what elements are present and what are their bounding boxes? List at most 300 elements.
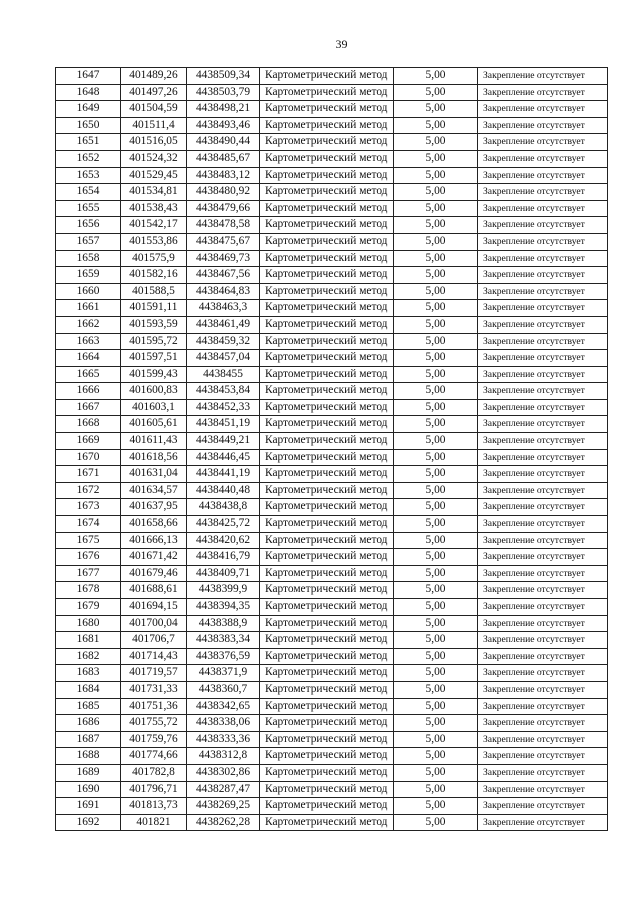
method-cell: Картометрический метод [260,200,394,217]
coordinates-table [55,67,608,831]
precision-cell: 5,00 [394,764,478,781]
precision-cell: 5,00 [394,101,478,118]
precision-cell: 5,00 [394,565,478,582]
precision-cell: 5,00 [394,731,478,748]
y-coordinate-cell: 4438479,66 [187,200,260,217]
y-coordinate-cell: 4438360,7 [187,681,260,698]
y-coordinate-cell: 4438490,44 [187,134,260,151]
point-number-cell: 1676 [56,549,121,566]
x-coordinate-cell: 401700,04 [121,615,187,632]
table-row [56,383,608,400]
x-coordinate-cell: 401634,57 [121,482,187,499]
point-number-cell: 1648 [56,84,121,101]
method-cell: Картометрический метод [260,167,394,184]
fixation-cell: Закрепление отсутствует [478,698,608,715]
precision-cell: 5,00 [394,499,478,516]
table-row [56,482,608,499]
method-cell: Картометрический метод [260,449,394,466]
precision-cell: 5,00 [394,167,478,184]
fixation-cell: Закрепление отсутствует [478,383,608,400]
x-coordinate-cell: 401813,73 [121,798,187,815]
precision-cell: 5,00 [394,350,478,367]
y-coordinate-cell: 4438376,59 [187,648,260,665]
method-cell: Картометрический метод [260,764,394,781]
point-number-cell: 1679 [56,599,121,616]
fixation-cell: Закрепление отсутствует [478,283,608,300]
y-coordinate-cell: 4438312,8 [187,748,260,765]
method-cell: Картометрический метод [260,283,394,300]
method-cell: Картометрический метод [260,267,394,284]
method-cell: Картометрический метод [260,565,394,582]
y-coordinate-cell: 4438485,67 [187,150,260,167]
x-coordinate-cell: 401538,43 [121,200,187,217]
table-row [56,632,608,649]
x-coordinate-cell: 401497,26 [121,84,187,101]
table-row [56,814,608,831]
method-cell: Картометрический метод [260,350,394,367]
table-row [56,731,608,748]
precision-cell: 5,00 [394,698,478,715]
method-cell: Картометрический метод [260,466,394,483]
point-number-cell: 1684 [56,681,121,698]
point-number-cell: 1668 [56,416,121,433]
point-number-cell: 1664 [56,350,121,367]
y-coordinate-cell: 4438478,58 [187,217,260,234]
method-cell: Картометрический метод [260,715,394,732]
point-number-cell: 1663 [56,333,121,350]
method-cell: Картометрический метод [260,217,394,234]
table-row [56,316,608,333]
y-coordinate-cell: 4438441,19 [187,466,260,483]
y-coordinate-cell: 4438383,34 [187,632,260,649]
table-row [56,599,608,616]
point-number-cell: 1657 [56,233,121,250]
point-number-cell: 1661 [56,300,121,317]
y-coordinate-cell: 4438457,04 [187,350,260,367]
point-number-cell: 1666 [56,383,121,400]
table-row [56,366,608,383]
precision-cell: 5,00 [394,814,478,831]
table-row [56,416,608,433]
method-cell: Картометрический метод [260,499,394,516]
method-cell: Картометрический метод [260,781,394,798]
precision-cell: 5,00 [394,117,478,134]
x-coordinate-cell: 401821 [121,814,187,831]
point-number-cell: 1682 [56,648,121,665]
table-row [56,350,608,367]
method-cell: Картометрический метод [260,383,394,400]
x-coordinate-cell: 401597,51 [121,350,187,367]
method-cell: Картометрический метод [260,681,394,698]
fixation-cell: Закрепление отсутствует [478,798,608,815]
y-coordinate-cell: 4438399,9 [187,582,260,599]
precision-cell: 5,00 [394,217,478,234]
table-row [56,615,608,632]
point-number-cell: 1662 [56,316,121,333]
precision-cell: 5,00 [394,715,478,732]
point-number-cell: 1665 [56,366,121,383]
point-number-cell: 1689 [56,764,121,781]
point-number-cell: 1651 [56,134,121,151]
x-coordinate-cell: 401593,59 [121,316,187,333]
x-coordinate-cell: 401504,59 [121,101,187,118]
method-cell: Картометрический метод [260,68,394,85]
y-coordinate-cell: 4438409,71 [187,565,260,582]
precision-cell: 5,00 [394,383,478,400]
table-row [56,167,608,184]
table-row [56,101,608,118]
x-coordinate-cell: 401719,57 [121,665,187,682]
table-row [56,267,608,284]
y-coordinate-cell: 4438493,46 [187,117,260,134]
table-row [56,134,608,151]
table-row [56,117,608,134]
x-coordinate-cell: 401542,17 [121,217,187,234]
precision-cell: 5,00 [394,516,478,533]
method-cell: Картометрический метод [260,482,394,499]
precision-cell: 5,00 [394,416,478,433]
fixation-cell: Закрепление отсутствует [478,433,608,450]
x-coordinate-cell: 401599,43 [121,366,187,383]
point-number-cell: 1671 [56,466,121,483]
method-cell: Картометрический метод [260,184,394,201]
y-coordinate-cell: 4438509,34 [187,68,260,85]
fixation-cell: Закрепление отсутствует [478,466,608,483]
fixation-cell: Закрепление отсутствует [478,167,608,184]
fixation-cell: Закрепление отсутствует [478,499,608,516]
fixation-cell: Закрепление отсутствует [478,316,608,333]
y-coordinate-cell: 4438451,19 [187,416,260,433]
precision-cell: 5,00 [394,798,478,815]
fixation-cell: Закрепление отсутствует [478,217,608,234]
point-number-cell: 1677 [56,565,121,582]
method-cell: Картометрический метод [260,516,394,533]
y-coordinate-cell: 4438416,79 [187,549,260,566]
point-number-cell: 1649 [56,101,121,118]
y-coordinate-cell: 4438438,8 [187,499,260,516]
method-cell: Картометрический метод [260,582,394,599]
x-coordinate-cell: 401658,66 [121,516,187,533]
fixation-cell: Закрепление отсутствует [478,68,608,85]
point-number-cell: 1691 [56,798,121,815]
point-number-cell: 1647 [56,68,121,85]
y-coordinate-cell: 4438469,73 [187,250,260,267]
point-number-cell: 1690 [56,781,121,798]
point-number-cell: 1653 [56,167,121,184]
fixation-cell: Закрепление отсутствует [478,267,608,284]
table-row [56,549,608,566]
precision-cell: 5,00 [394,748,478,765]
point-number-cell: 1660 [56,283,121,300]
fixation-cell: Закрепление отсутствует [478,549,608,566]
method-cell: Картометрический метод [260,599,394,616]
fixation-cell: Закрепление отсутствует [478,748,608,765]
y-coordinate-cell: 4438446,45 [187,449,260,466]
fixation-cell: Закрепление отсутствует [478,416,608,433]
precision-cell: 5,00 [394,283,478,300]
table-row [56,532,608,549]
precision-cell: 5,00 [394,267,478,284]
precision-cell: 5,00 [394,665,478,682]
y-coordinate-cell: 4438461,49 [187,316,260,333]
method-cell: Картометрический метод [260,233,394,250]
point-number-cell: 1692 [56,814,121,831]
fixation-cell: Закрепление отсутствует [478,333,608,350]
precision-cell: 5,00 [394,84,478,101]
y-coordinate-cell: 4438388,9 [187,615,260,632]
y-coordinate-cell: 4438333,36 [187,731,260,748]
method-cell: Картометрический метод [260,399,394,416]
point-number-cell: 1656 [56,217,121,234]
precision-cell: 5,00 [394,599,478,616]
x-coordinate-cell: 401706,7 [121,632,187,649]
table-row [56,68,608,85]
y-coordinate-cell: 4438483,12 [187,167,260,184]
table-row [56,748,608,765]
fixation-cell: Закрепление отсутствует [478,764,608,781]
x-coordinate-cell: 401605,61 [121,416,187,433]
y-coordinate-cell: 4438371,9 [187,665,260,682]
fixation-cell: Закрепление отсутствует [478,715,608,732]
point-number-cell: 1674 [56,516,121,533]
precision-cell: 5,00 [394,582,478,599]
method-cell: Картометрический метод [260,150,394,167]
x-coordinate-cell: 401774,66 [121,748,187,765]
x-coordinate-cell: 401751,36 [121,698,187,715]
fixation-cell: Закрепление отсутствует [478,101,608,118]
method-cell: Картометрический метод [260,433,394,450]
table-row [56,565,608,582]
y-coordinate-cell: 4438467,56 [187,267,260,284]
method-cell: Картометрический метод [260,549,394,566]
fixation-cell: Закрепление отсутствует [478,350,608,367]
fixation-cell: Закрепление отсутствует [478,681,608,698]
precision-cell: 5,00 [394,150,478,167]
x-coordinate-cell: 401529,45 [121,167,187,184]
fixation-cell: Закрепление отсутствует [478,84,608,101]
method-cell: Картометрический метод [260,798,394,815]
table-row [56,449,608,466]
method-cell: Картометрический метод [260,532,394,549]
point-number-cell: 1678 [56,582,121,599]
table-row [56,698,608,715]
fixation-cell: Закрепление отсутствует [478,184,608,201]
y-coordinate-cell: 4438475,67 [187,233,260,250]
fixation-cell: Закрепление отсутствует [478,665,608,682]
method-cell: Картометрический метод [260,731,394,748]
table-row [56,781,608,798]
fixation-cell: Закрепление отсутствует [478,599,608,616]
precision-cell: 5,00 [394,532,478,549]
fixation-cell: Закрепление отсутствует [478,300,608,317]
table-row [56,200,608,217]
y-coordinate-cell: 4438503,79 [187,84,260,101]
fixation-cell: Закрепление отсутствует [478,134,608,151]
method-cell: Картометрический метод [260,316,394,333]
fixation-cell: Закрепление отсутствует [478,781,608,798]
y-coordinate-cell: 4438464,83 [187,283,260,300]
table-row [56,433,608,450]
table-row [56,582,608,599]
x-coordinate-cell: 401524,32 [121,150,187,167]
y-coordinate-cell: 4438480,92 [187,184,260,201]
x-coordinate-cell: 401671,42 [121,549,187,566]
method-cell: Картометрический метод [260,416,394,433]
precision-cell: 5,00 [394,449,478,466]
x-coordinate-cell: 401553,86 [121,233,187,250]
method-cell: Картометрический метод [260,366,394,383]
y-coordinate-cell: 4438342,65 [187,698,260,715]
x-coordinate-cell: 401782,8 [121,764,187,781]
fixation-cell: Закрепление отсутствует [478,615,608,632]
fixation-cell: Закрепление отсутствует [478,565,608,582]
y-coordinate-cell: 4438394,35 [187,599,260,616]
table-row [56,300,608,317]
method-cell: Картометрический метод [260,615,394,632]
method-cell: Картометрический метод [260,814,394,831]
fixation-cell: Закрепление отсутствует [478,532,608,549]
fixation-cell: Закрепление отсутствует [478,200,608,217]
fixation-cell: Закрепление отсутствует [478,814,608,831]
fixation-cell: Закрепление отсутствует [478,582,608,599]
coordinates-table-body [56,68,608,831]
x-coordinate-cell: 401714,43 [121,648,187,665]
y-coordinate-cell: 4438440,48 [187,482,260,499]
x-coordinate-cell: 401603,1 [121,399,187,416]
point-number-cell: 1650 [56,117,121,134]
point-number-cell: 1673 [56,499,121,516]
y-coordinate-cell: 4438453,84 [187,383,260,400]
method-cell: Картометрический метод [260,117,394,134]
x-coordinate-cell: 401688,61 [121,582,187,599]
x-coordinate-cell: 401591,11 [121,300,187,317]
table-row [56,499,608,516]
precision-cell: 5,00 [394,366,478,383]
precision-cell: 5,00 [394,549,478,566]
method-cell: Картометрический метод [260,300,394,317]
x-coordinate-cell: 401796,71 [121,781,187,798]
precision-cell: 5,00 [394,316,478,333]
table-row [56,184,608,201]
point-number-cell: 1667 [56,399,121,416]
method-cell: Картометрический метод [260,84,394,101]
x-coordinate-cell: 401511,4 [121,117,187,134]
precision-cell: 5,00 [394,233,478,250]
y-coordinate-cell: 4438455 [187,366,260,383]
point-number-cell: 1687 [56,731,121,748]
fixation-cell: Закрепление отсутствует [478,632,608,649]
fixation-cell: Закрепление отсутствует [478,648,608,665]
point-number-cell: 1686 [56,715,121,732]
y-coordinate-cell: 4438425,72 [187,516,260,533]
method-cell: Картометрический метод [260,698,394,715]
x-coordinate-cell: 401516,05 [121,134,187,151]
fixation-cell: Закрепление отсутствует [478,233,608,250]
precision-cell: 5,00 [394,300,478,317]
fixation-cell: Закрепление отсутствует [478,449,608,466]
table-row [56,333,608,350]
table-row [56,217,608,234]
precision-cell: 5,00 [394,482,478,499]
precision-cell: 5,00 [394,250,478,267]
point-number-cell: 1675 [56,532,121,549]
precision-cell: 5,00 [394,681,478,698]
table-row [56,648,608,665]
y-coordinate-cell: 4438452,33 [187,399,260,416]
x-coordinate-cell: 401489,26 [121,68,187,85]
point-number-cell: 1688 [56,748,121,765]
x-coordinate-cell: 401666,13 [121,532,187,549]
table-row [56,665,608,682]
table-row [56,466,608,483]
table-row [56,283,608,300]
precision-cell: 5,00 [394,333,478,350]
y-coordinate-cell: 4438302,86 [187,764,260,781]
method-cell: Картометрический метод [260,101,394,118]
fixation-cell: Закрепление отсутствует [478,516,608,533]
point-number-cell: 1652 [56,150,121,167]
table-row [56,715,608,732]
fixation-cell: Закрепление отсутствует [478,117,608,134]
point-number-cell: 1683 [56,665,121,682]
precision-cell: 5,00 [394,648,478,665]
point-number-cell: 1680 [56,615,121,632]
fixation-cell: Закрепление отсутствует [478,399,608,416]
point-number-cell: 1659 [56,267,121,284]
y-coordinate-cell: 4438338,06 [187,715,260,732]
x-coordinate-cell: 401600,83 [121,383,187,400]
x-coordinate-cell: 401534,81 [121,184,187,201]
precision-cell: 5,00 [394,68,478,85]
precision-cell: 5,00 [394,615,478,632]
x-coordinate-cell: 401755,72 [121,715,187,732]
y-coordinate-cell: 4438449,21 [187,433,260,450]
table-row [56,516,608,533]
precision-cell: 5,00 [394,134,478,151]
precision-cell: 5,00 [394,466,478,483]
x-coordinate-cell: 401631,04 [121,466,187,483]
page-number: 39 [335,37,348,51]
table-row [56,233,608,250]
fixation-cell: Закрепление отсутствует [478,366,608,383]
method-cell: Картометрический метод [260,648,394,665]
table-row [56,250,608,267]
method-cell: Картометрический метод [260,632,394,649]
table-row [56,399,608,416]
x-coordinate-cell: 401694,15 [121,599,187,616]
method-cell: Картометрический метод [260,748,394,765]
y-coordinate-cell: 4438459,32 [187,333,260,350]
fixation-cell: Закрепление отсутствует [478,150,608,167]
y-coordinate-cell: 4438420,62 [187,532,260,549]
point-number-cell: 1654 [56,184,121,201]
x-coordinate-cell: 401582,16 [121,267,187,284]
x-coordinate-cell: 401575,9 [121,250,187,267]
precision-cell: 5,00 [394,399,478,416]
table-row [56,681,608,698]
precision-cell: 5,00 [394,184,478,201]
x-coordinate-cell: 401679,46 [121,565,187,582]
method-cell: Картометрический метод [260,333,394,350]
point-number-cell: 1672 [56,482,121,499]
precision-cell: 5,00 [394,433,478,450]
point-number-cell: 1681 [56,632,121,649]
fixation-cell: Закрепление отсутствует [478,250,608,267]
precision-cell: 5,00 [394,200,478,217]
x-coordinate-cell: 401595,72 [121,333,187,350]
table-row [56,84,608,101]
y-coordinate-cell: 4438463,3 [187,300,260,317]
